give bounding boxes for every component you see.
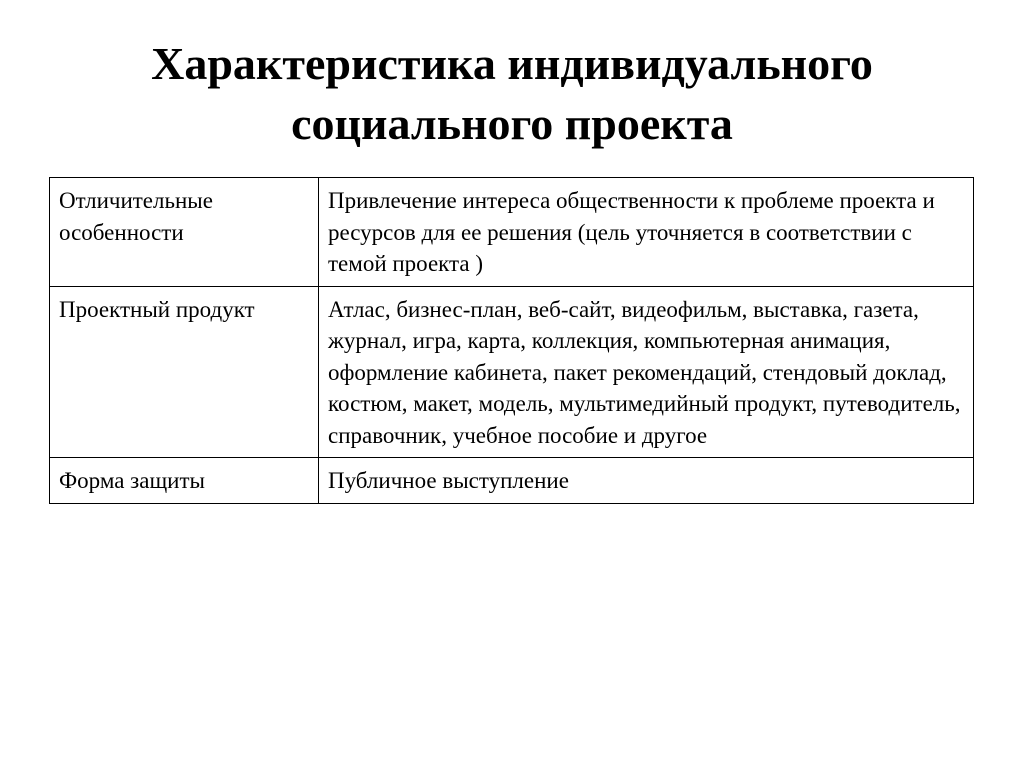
row-value: Атлас, бизнес-план, веб-сайт, видеофильм, выставка, газета, журнал, игра, карта, коллекция, компьютерная анимация, оформление кабинета, пакет рекомендаций, стендовый доклад, костюм, макет, модель, мультимедийный продукт, путеводитель, справочник, учебное пособие и другое: [319, 286, 974, 458]
row-value: Привлечение интереса общественности к проблеме проекта и ресурсов для ее решения (цель уточняется в соответствии с темой проекта ): [319, 178, 974, 287]
row-label: Отличительные особенности: [50, 178, 319, 287]
row-label: Проектный продукт: [50, 286, 319, 458]
row-label: Форма защиты: [50, 458, 319, 504]
slide-title: Характеристика индивидуального социального проекта: [151, 38, 873, 149]
row-value: Публичное выступление: [319, 458, 974, 504]
characteristics-table: [49, 177, 974, 504]
table-row: [50, 458, 974, 504]
table-row: [50, 178, 974, 287]
table-row: [50, 286, 974, 458]
